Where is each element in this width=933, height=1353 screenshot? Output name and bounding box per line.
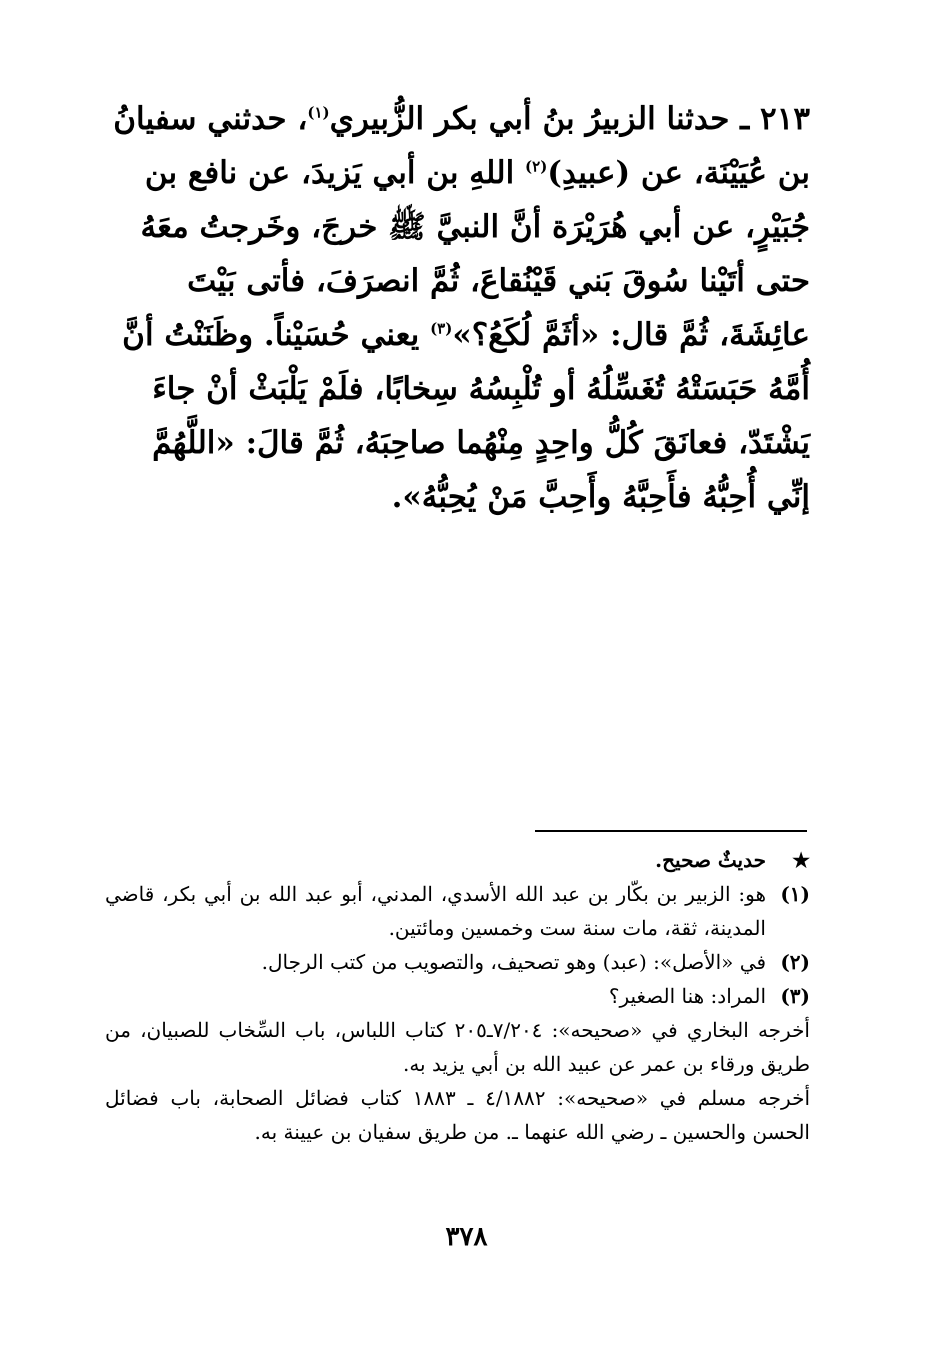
footnotes: [105, 843, 810, 1149]
footnote-mark: (١): [780, 882, 810, 906]
hadith-text: [105, 92, 810, 524]
footnote-separator: [535, 830, 807, 832]
grade-note: [105, 843, 810, 877]
hadith-line-3: اللهِ بن أبي يَزيدَ، عن نافع بن جُبَيْرٍ، عن أبي هُرَيْرَة أنَّ النبيَّ ﷺ خرجَ، وخَرجتُ معَهُ حتى أتَيْنا سُوقَ بَني قَيْنُقاعَ، ثُمَّ انصرَفَ، فأتى بَيْتَ عائِشَةَ، ثُمَّ قال: «أثَمَّ لُكَعُ؟»: [140, 155, 810, 353]
takhrij-muslim: أخرجه مسلم في «صحيحه»: ٤/١٨٨٢ ـ ١٨٨٣ كتاب فضائل الصحابة، باب فضائل الحسن والحسين ـ رضي الله عنهما ـ. من طريق سفيان بن عيينة به.: [105, 1086, 811, 1144]
page-number: ٣٧٨: [445, 1222, 488, 1252]
footnote-text: في «الأصل»: (عبد) وهو تصحيف، والتصويب من كتب الرجال.: [261, 950, 766, 974]
footnote-ref-3: (٣): [430, 319, 453, 338]
footnote-text: المراد: هنا الصغير؟: [608, 984, 766, 1008]
footnote-mark: (٢): [780, 950, 810, 974]
hadith-line-4: يعني حُسَيْناً. وظَنَنْتُ أنَّ أُمَّهُ حَبَسَتْهُ تُغَسِّلُهُ أو تُلْبِسُهُ سِخابًا، فلَمْ يَلْبَثْ أنْ جاءَ يَشْتَدّ، فعانَقَ كُلُّ واحِدٍ مِنْهُما صاحِبَهُ، ثُمَّ قالَ: «اللَّهُمَّ إنِّي أُحِبُّهُ فأَحِبَّهُ وأَحِبَّ مَنْ يُحِبُّهُ».: [122, 317, 810, 515]
grade-text: حديثٌ صحيح.: [655, 848, 766, 872]
footnote-ref-2: (٢): [525, 157, 548, 176]
hadith-paragraph: [105, 92, 810, 524]
footnote-2: [105, 945, 810, 979]
star-icon: ★: [792, 848, 810, 872]
footnote-text: هو: الزبير بن بكّار بن عبد الله الأسدي، المدني، أبو عبد الله بن أبي بكر، قاضي المدينة، ثقة، مات سنة ست وخمسين ومائتين.: [105, 882, 766, 940]
footnote-3: [105, 979, 810, 1013]
footnote-mark: (٣): [780, 984, 810, 1008]
takhrij-bukhari: أخرجه البخاري في «صحيحه»: ٧/٢٠٤ـ٢٠٥ كتاب اللباس، باب السِّخاب للصبيان، من طريق ورقاء بن عمر عن عبيد الله بن أبي يزيد به.: [105, 1018, 810, 1076]
hadith-line-1: ٢١٣ ـ حدثنا الزبيرُ بنُ أبي بكر الزُّبيري: [329, 101, 810, 137]
footnote-ref-1: (١): [307, 103, 330, 122]
footnote-1: [105, 877, 810, 945]
hadith-line-2: ، حدثني سفيانُ بن عُيَيْنَة، عن (عبيدِ): [113, 101, 810, 191]
